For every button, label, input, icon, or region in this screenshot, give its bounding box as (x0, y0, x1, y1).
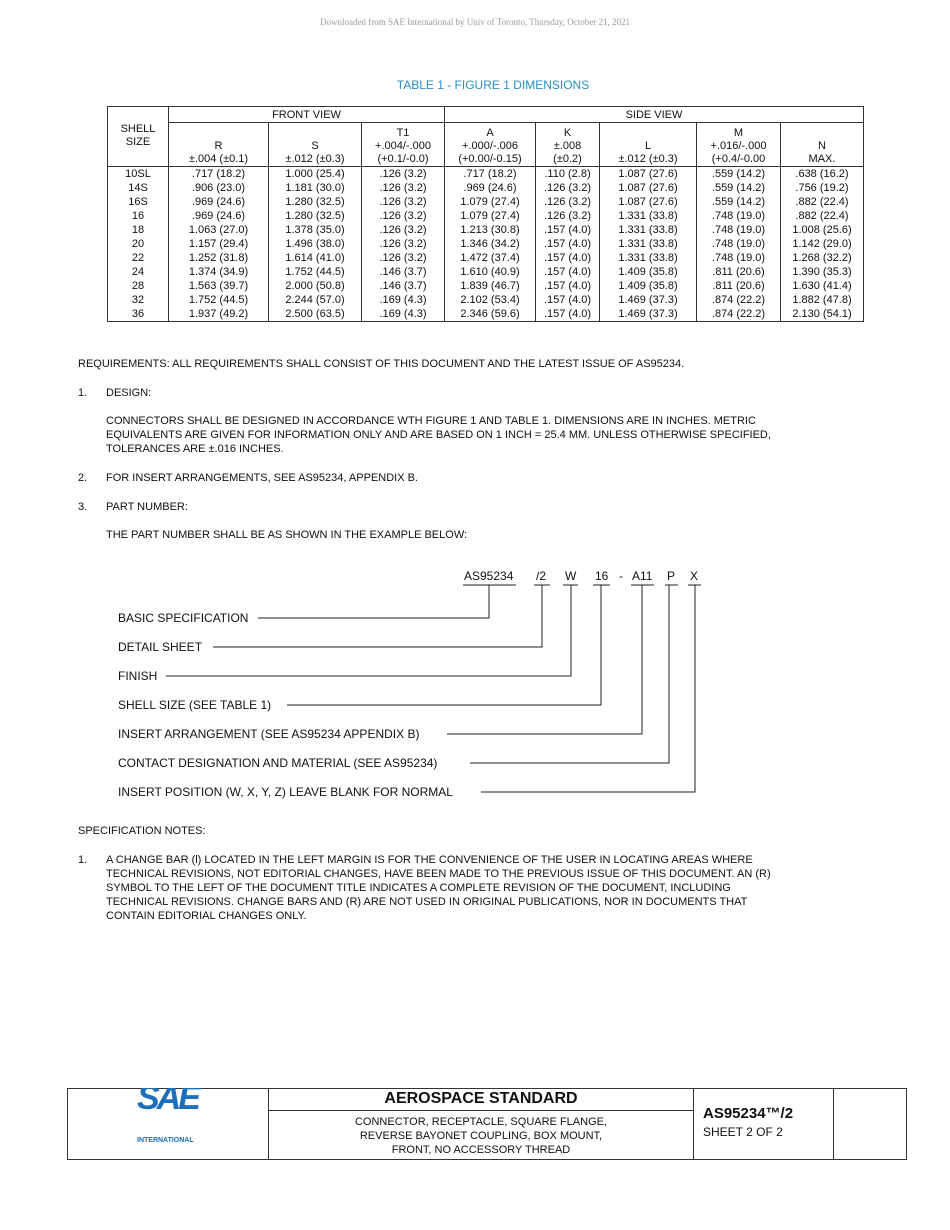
dimension-cell: 1.063 (27.0) (169, 223, 269, 237)
table-row (108, 167, 864, 182)
pn-code-finish: W (565, 569, 577, 583)
dimension-cell: .169 (4.3) (362, 307, 445, 322)
dimension-cell: 1.469 (37.3) (600, 307, 697, 322)
col-tol: ±.012 (±0.3) (285, 153, 345, 165)
dimension-cell: .126 (3.2) (362, 237, 445, 251)
dimension-cell: .906 (23.0) (169, 181, 269, 195)
standard-heading: AEROSPACE STANDARD (269, 1088, 693, 1111)
leader-contact (470, 585, 669, 763)
dimension-cell: .559 (14.2) (697, 167, 781, 182)
table-row (108, 181, 864, 195)
dimension-cell: 1.213 (30.8) (445, 223, 536, 237)
table-row (108, 279, 864, 293)
col-header-t1 (362, 123, 445, 167)
dimension-cell: 1.331 (33.8) (600, 209, 697, 223)
table-row (108, 307, 864, 322)
label-shell-size: SHELL SIZE (SEE TABLE 1) (118, 698, 272, 712)
dimension-cell: 1.079 (27.4) (445, 195, 536, 209)
dimension-cell: .559 (14.2) (697, 181, 781, 195)
dimension-cell: .157 (4.0) (536, 265, 600, 279)
dimension-cell: 1.268 (32.2) (781, 251, 864, 265)
col-label: S (311, 140, 319, 152)
dimension-cell: 1.142 (29.0) (781, 237, 864, 251)
dimension-cell: 1.610 (40.9) (445, 265, 536, 279)
col-tol: ±.004 (±0.1) (188, 153, 249, 165)
pn-code-contact: P (667, 569, 676, 583)
shell-size-cell: 24 (108, 265, 169, 279)
dimensions-table (107, 106, 864, 322)
dimension-cell: 1.752 (44.5) (269, 265, 362, 279)
pn-code-detail: /2 (536, 569, 547, 583)
dimension-cell: 1.000 (25.4) (269, 167, 362, 182)
shell-size-cell: 16S (108, 195, 169, 209)
table-row (108, 209, 864, 223)
dimension-cell: 1.157 (29.4) (169, 237, 269, 251)
shell-size-cell: 20 (108, 237, 169, 251)
sae-logo-mark: SAE (137, 1088, 198, 1117)
sheet-number: SHEET 2 OF 2 (703, 1125, 783, 1139)
leader-basic (258, 585, 489, 618)
col-header-r (169, 123, 269, 167)
dimension-cell: .756 (19.2) (781, 181, 864, 195)
paragraph-line: TECHNICAL REVISIONS. CHANGE BARS AND (R) ARE NOT USED IN ORIGINAL PUBLICATIONS, NOR IN DOCUMENTS THAT (106, 896, 748, 908)
dimension-cell: .748 (19.0) (697, 209, 781, 223)
dimension-cell: .126 (3.2) (362, 251, 445, 265)
shell-size-cell: 16 (108, 209, 169, 223)
table-row (108, 223, 864, 237)
col-header-a (445, 123, 536, 167)
dimension-cell: .969 (24.6) (169, 209, 269, 223)
dimension-cell: 1.839 (46.7) (445, 279, 536, 293)
paragraph-line: A CHANGE BAR (l) LOCATED IN THE LEFT MARGIN IS FOR THE CONVENIENCE OF THE USER IN LOCATING AREAS WHERE (106, 854, 753, 866)
title-line: REVERSE BAYONET COUPLING, BOX MOUNT, (359, 1130, 603, 1142)
dimension-cell: 2.346 (59.6) (445, 307, 536, 322)
dimension-cell: 1.882 (47.8) (781, 293, 864, 307)
dimension-cell: 1.752 (44.5) (169, 293, 269, 307)
document-number: AS95234™/2 (703, 1105, 794, 1122)
paragraph-line: TOLERANCES ARE ±.016 INCHES. (106, 443, 284, 455)
dimension-cell: .126 (3.2) (536, 181, 600, 195)
label-basic-spec: BASIC SPECIFICATION (118, 611, 249, 625)
dimension-cell: 1.008 (25.6) (781, 223, 864, 237)
col-tol: +.000/-.006 (462, 140, 518, 152)
dimension-cell: 2.244 (57.0) (269, 293, 362, 307)
dimension-cell: 2.000 (50.8) (269, 279, 362, 293)
dimension-cell: 2.130 (54.1) (781, 307, 864, 322)
dimension-cell: 1.378 (35.0) (269, 223, 362, 237)
note-paragraph (106, 853, 906, 923)
col-label: M (733, 127, 744, 139)
paragraph-line: CONTAIN EDITORIAL CHANGES ONLY. (106, 910, 307, 922)
paragraph-line: CONNECTORS SHALL BE DESIGNED IN ACCORDANCE WTH FIGURE 1 AND TABLE 1. DIMENSIONS ARE IN INCHES. METRIC (106, 415, 756, 427)
docno-cell (694, 1088, 834, 1160)
table-row (108, 251, 864, 265)
dimension-cell: .126 (3.2) (362, 209, 445, 223)
pn-code-insert: A11 (632, 569, 653, 583)
dimension-cell: 2.102 (53.4) (445, 293, 536, 307)
dimension-cell: 1.563 (39.7) (169, 279, 269, 293)
section-heading: FOR INSERT ARRANGEMENTS, SEE AS95234, APPENDIX B. (106, 472, 418, 484)
pn-code-position: X (690, 569, 699, 583)
dimension-cell: 1.409 (35.8) (600, 265, 697, 279)
dimension-cell: .882 (22.4) (781, 195, 864, 209)
dimension-cell: 1.409 (35.8) (600, 279, 697, 293)
sae-logo (67, 1088, 268, 1160)
col-tol: +.004/-.000 (375, 140, 431, 152)
front-view-header: FRONT VIEW (169, 107, 445, 123)
dimension-cell: 1.252 (31.8) (169, 251, 269, 265)
dimension-cell: .126 (3.2) (362, 195, 445, 209)
dimension-cell: 1.087 (27.6) (600, 195, 697, 209)
col-tol-metric: (±0.2) (553, 153, 582, 165)
download-notice: Downloaded from SAE International by Univ of Toronto, Thursday, October 21, 2021 (320, 17, 630, 27)
dimension-cell: .157 (4.0) (536, 279, 600, 293)
dimension-cell: 1.390 (35.3) (781, 265, 864, 279)
label-insert-position: INSERT POSITION (W, X, Y, Z) LEAVE BLANK FOR NORMAL (118, 785, 453, 799)
paragraph-line: EQUIVALENTS ARE GIVEN FOR INFORMATION ONLY AND ARE BASED ON 1 INCH = 25.4 MM. UNLESS OTHERWISE SPECIFIED, (106, 429, 771, 441)
col-tol-metric: (+0.4/-0.00 (711, 153, 766, 165)
col-label: N (818, 140, 826, 152)
shell-size-cell: 36 (108, 307, 169, 322)
label-contact-designation: CONTACT DESIGNATION AND MATERIAL (SEE AS95234) (118, 756, 438, 770)
dimension-cell: .157 (4.0) (536, 237, 600, 251)
col-tol: +.016/-.000 (710, 140, 767, 152)
dimension-cell: .874 (22.2) (697, 307, 781, 322)
col-tol: MAX. (808, 153, 836, 165)
leader-shell (287, 585, 601, 705)
leader-insert (447, 585, 642, 734)
col-label: R (214, 140, 223, 152)
dimension-cell: .969 (24.6) (169, 195, 269, 209)
dimension-cell: 1.079 (27.4) (445, 209, 536, 223)
part-number-diagram (0, 560, 950, 810)
section-heading: PART NUMBER: (106, 501, 188, 513)
dimension-cell: .126 (3.2) (362, 181, 445, 195)
dimension-cell: .157 (4.0) (536, 307, 600, 322)
col-header-l (600, 123, 697, 167)
dimension-cell: .146 (3.7) (362, 279, 445, 293)
dimension-cell: 1.469 (37.3) (600, 293, 697, 307)
paragraph-line: TECHNICAL REVISIONS, NOT EDITORIAL CHANGES, HAVE BEEN MADE TO THE PREVIOUS ISSUE OF THIS DOCUMENT. AN (R) (106, 868, 771, 880)
dimension-cell: .969 (24.6) (445, 181, 536, 195)
dimension-cell: 1.331 (33.8) (600, 223, 697, 237)
label-finish: FINISH (118, 669, 158, 683)
leader-detail (213, 585, 542, 647)
col-header-k (536, 123, 600, 167)
dimension-cell: 1.181 (30.0) (269, 181, 362, 195)
shell-header-line: SIZE (125, 136, 151, 148)
pn-code-shell: 16 (595, 569, 609, 583)
title-line: CONNECTOR, RECEPTACLE, SQUARE FLANGE, (354, 1116, 608, 1128)
dimension-cell: .748 (19.0) (697, 223, 781, 237)
dimension-cell: .126 (3.2) (536, 195, 600, 209)
dimension-cell: 1.472 (37.4) (445, 251, 536, 265)
dimension-cell: .559 (14.2) (697, 195, 781, 209)
label-insert-arrangement: INSERT ARRANGEMENT (SEE AS95234 APPENDIX B) (118, 727, 420, 741)
col-label: K (563, 127, 572, 139)
col-tol: ±.012 (±0.3) (618, 153, 678, 165)
dimension-cell: .748 (19.0) (697, 237, 781, 251)
pn-code-basic: AS95234 (464, 569, 514, 583)
dimension-cell: .126 (3.2) (536, 209, 600, 223)
table-title: TABLE 1 - FIGURE 1 DIMENSIONS (396, 78, 590, 92)
side-view-header: SIDE VIEW (445, 107, 864, 123)
dimension-cell: .717 (18.2) (445, 167, 536, 182)
col-header-m (697, 123, 781, 167)
dimension-cell: 1.087 (27.6) (600, 167, 697, 182)
section-heading: DESIGN: (106, 387, 152, 399)
dimension-cell: .748 (19.0) (697, 251, 781, 265)
dimension-cell: .146 (3.7) (362, 265, 445, 279)
dimension-cell: .811 (20.6) (697, 265, 781, 279)
col-tol-metric: (+0.00/-0.15) (458, 153, 522, 165)
requirements-text: REQUIREMENTS: ALL REQUIREMENTS SHALL CONSIST OF THIS DOCUMENT AND THE LATEST ISSUE OF AS95234. (78, 358, 685, 370)
section-number: 1. (78, 387, 88, 399)
section-number: 3. (78, 501, 88, 513)
dimension-cell: .811 (20.6) (697, 279, 781, 293)
col-header-n (781, 123, 864, 167)
dimension-cell: .157 (4.0) (536, 251, 600, 265)
dimension-cell: .157 (4.0) (536, 293, 600, 307)
shell-size-cell: 14S (108, 181, 169, 195)
leader-finish (166, 585, 571, 676)
shell-size-cell: 10SL (108, 167, 169, 182)
col-tol-metric: (+0.1/-0.0) (377, 153, 429, 165)
col-header-s (269, 123, 362, 167)
shell-size-cell: 18 (108, 223, 169, 237)
col-label: A (486, 127, 494, 139)
dimension-cell: 1.496 (38.0) (269, 237, 362, 251)
dimension-cell: 1.280 (32.5) (269, 209, 362, 223)
col-label: L (644, 140, 652, 152)
dimension-cell: 1.614 (41.0) (269, 251, 362, 265)
leader-position (481, 585, 695, 792)
dimension-cell: .717 (18.2) (169, 167, 269, 182)
part-number-intro: THE PART NUMBER SHALL BE AS SHOWN IN THE EXAMPLE BELOW: (106, 529, 468, 541)
col-label: T1 (396, 127, 410, 139)
dimension-cell: .169 (4.3) (362, 293, 445, 307)
table-row (108, 293, 864, 307)
dimension-cell: .126 (3.2) (362, 167, 445, 182)
dimension-cell: .126 (3.2) (362, 223, 445, 237)
dimension-cell: 1.331 (33.8) (600, 251, 697, 265)
table-row (108, 195, 864, 209)
dimension-cell: .157 (4.0) (536, 223, 600, 237)
dimension-cell: 1.374 (34.9) (169, 265, 269, 279)
label-detail-sheet: DETAIL SHEET (118, 640, 203, 654)
col-tol: ±.008 (553, 140, 582, 152)
spec-notes-heading: SPECIFICATION NOTES: (78, 825, 206, 837)
shell-size-cell: 28 (108, 279, 169, 293)
dimension-cell: 1.280 (32.5) (269, 195, 362, 209)
dimension-cell: 1.937 (49.2) (169, 307, 269, 322)
dimension-cell: .110 (2.8) (536, 167, 600, 182)
dimension-cell: .874 (22.2) (697, 293, 781, 307)
shell-size-cell: 32 (108, 293, 169, 307)
pn-code-dash: - (619, 569, 623, 583)
table-row (108, 237, 864, 251)
document-title (269, 1115, 693, 1157)
dimension-cell: 1.346 (34.2) (445, 237, 536, 251)
dimension-cell: 1.087 (27.6) (600, 181, 697, 195)
logo-cell (67, 1088, 269, 1160)
shell-header-line: SHELL (120, 123, 156, 135)
dimension-cell: 2.500 (63.5) (269, 307, 362, 322)
dimension-cell: .882 (22.4) (781, 209, 864, 223)
title-line: FRONT, NO ACCESSORY THREAD (391, 1144, 571, 1156)
dimension-cell: 1.630 (41.4) (781, 279, 864, 293)
paragraph-line: SYMBOL TO THE LEFT OF THE DOCUMENT TITLE INDICATES A COMPLETE REVISION OF THE DOCUMENT, INCLUDING (106, 882, 731, 894)
dimension-cell: 1.331 (33.8) (600, 237, 697, 251)
section-number: 2. (78, 472, 88, 484)
note-number: 1. (78, 854, 88, 866)
design-paragraph (106, 414, 906, 456)
dimension-cell: .638 (16.2) (781, 167, 864, 182)
shell-size-cell: 22 (108, 251, 169, 265)
sae-logo-sub: INTERNATIONAL (137, 1137, 194, 1144)
table-row (108, 265, 864, 279)
shell-size-header (108, 107, 169, 167)
